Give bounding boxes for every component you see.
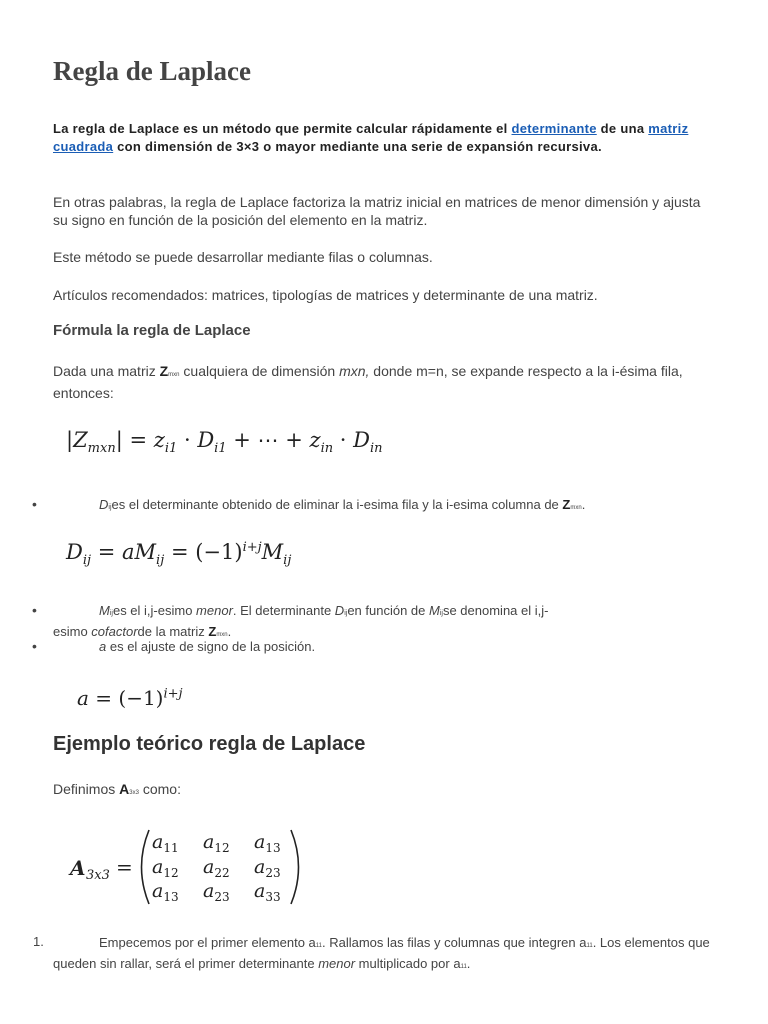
b2-d: D bbox=[334, 603, 345, 618]
cell-a32: $a_{23}$ bbox=[203, 880, 230, 904]
cell-a31: $a_{13}$ bbox=[152, 880, 179, 904]
matrix-z-symbol: Z bbox=[159, 363, 169, 379]
cofactor-formula: $D_{ij} = aM_{ij} = (-1)^{i+j}M_{ij}$ bbox=[66, 540, 292, 569]
formula-intro bbox=[53, 362, 713, 402]
cell-a12: $a_{12}$ bbox=[203, 831, 230, 855]
b2-msub: ij bbox=[109, 610, 113, 617]
b2-m2: M bbox=[429, 603, 440, 618]
bullet-3-text bbox=[53, 638, 713, 656]
step-1-text bbox=[53, 934, 713, 976]
s1-end: . bbox=[466, 956, 471, 971]
formula-intro-c: donde m=n, se expande respecto a la i-ésima fila, entonces: bbox=[53, 363, 683, 401]
matrix-a-3x3 bbox=[66, 826, 306, 908]
bullet-1-text bbox=[53, 496, 713, 517]
define-sub: 3x3 bbox=[129, 790, 139, 796]
b2-cofactor: cofactor bbox=[91, 624, 138, 639]
b2-t1: es el i,j-esimo bbox=[112, 603, 197, 618]
bullet-3: • bbox=[32, 638, 37, 654]
b2-t6: de la matriz bbox=[137, 624, 209, 639]
matrix-right-paren bbox=[291, 830, 299, 904]
b2-end: . bbox=[227, 624, 232, 639]
mxn-text: mxn, bbox=[339, 363, 370, 379]
page-title: Regla de Laplace bbox=[53, 56, 251, 86]
s1-s1: 11 bbox=[315, 943, 322, 949]
intro-text-3: con dimensión de 3×3 o mayor mediante una serie de expansión recursiva. bbox=[113, 139, 602, 154]
b2-menor: menor bbox=[196, 603, 233, 618]
s1-menor: menor bbox=[318, 956, 356, 971]
cell-a21: $a_{12}$ bbox=[152, 856, 179, 880]
cell-a22: $a_{22}$ bbox=[203, 856, 230, 880]
b1-zsub: mxn bbox=[570, 505, 582, 511]
laplace-formula: $|Z_{mxn}| = z_{i1} \cdot D_{i1}$ + ⋯ + $z_{in} \cdot D_{in}$ bbox=[66, 428, 383, 457]
determinante-link[interactable]: determinante bbox=[511, 121, 597, 136]
b2-m2sub: ij bbox=[439, 610, 443, 617]
b2-z: Z bbox=[208, 624, 217, 639]
s1-t2: . Rallamos las filas y columnas que integren a bbox=[322, 935, 587, 950]
b1-text: es el determinante obtenido de eliminar la i-esima fila y la i-esima columna de bbox=[111, 497, 563, 512]
matrix-lhs-sub: 3x3 bbox=[86, 868, 110, 883]
s1-t1: Empecemos por el primer elemento a bbox=[99, 935, 316, 950]
example-heading: Ejemplo teórico regla de Laplace bbox=[53, 733, 366, 755]
bullet-1: • bbox=[32, 496, 37, 512]
cell-a33: $a_{33}$ bbox=[254, 880, 281, 904]
bullet-2: • bbox=[32, 602, 37, 618]
intro-paragraph bbox=[53, 120, 713, 156]
intro-text-2: de una bbox=[596, 121, 649, 136]
b1-end: . bbox=[581, 497, 586, 512]
matrix-lhs-A: A bbox=[70, 856, 86, 880]
b2-m: M bbox=[99, 603, 110, 618]
define-a: Definimos bbox=[53, 781, 120, 797]
s1-t4: multiplicado por a bbox=[355, 956, 461, 971]
matriz-cuadrada-link[interactable]: matriz cuadrada bbox=[53, 121, 689, 154]
paragraph-filas-columnas: Este método se puede desarrollar mediante filas o columnas. bbox=[53, 249, 433, 265]
s1-s3: 11 bbox=[460, 964, 467, 970]
s1-s2: 11 bbox=[586, 943, 593, 949]
b2-t5: esimo bbox=[53, 624, 92, 639]
formula-intro-a: Dada una matriz bbox=[53, 363, 160, 379]
s1-t3: . Los elementos que queden sin rallar, será el primer determinante bbox=[53, 935, 710, 971]
sign-formula: $a = (-1)^{i+j}$ bbox=[77, 686, 183, 710]
b2-zsub: mxn bbox=[216, 632, 228, 638]
cell-a23: $a_{23}$ bbox=[254, 856, 281, 880]
define-A: A bbox=[119, 781, 130, 797]
step-1-number: 1. bbox=[33, 934, 44, 949]
b3-a: a bbox=[99, 639, 107, 654]
b1-z: Z bbox=[562, 497, 571, 512]
define-b: como: bbox=[138, 781, 181, 797]
cell-a11: $a_{11}$ bbox=[152, 831, 179, 855]
define-line bbox=[53, 780, 713, 802]
b3-text: es el ajuste de signo de la posición. bbox=[106, 639, 316, 654]
matrix-z-subscript: mxn bbox=[168, 372, 180, 378]
b2-dsub: ij bbox=[344, 610, 348, 617]
b2-t4: se denomina el i,j- bbox=[442, 603, 549, 618]
cell-a13: $a_{13}$ bbox=[254, 831, 281, 855]
paragraph-otras-palabras: En otras palabras, la regla de Laplace factoriza la matriz inicial en matrices de menor dimensión y ajusta su signo en función de la posición del elemento en la matriz. bbox=[53, 194, 701, 228]
b2-t3: en función de bbox=[347, 603, 429, 618]
paragraph-recomendados: Artículos recomendados: matrices, tipologías de matrices y determinante de una matriz. bbox=[53, 287, 598, 303]
b1-dsub: ij bbox=[108, 504, 112, 511]
matrix-equals: = bbox=[116, 855, 133, 879]
intro-text-1: La regla de Laplace es un método que permite calcular rápidamente el bbox=[53, 121, 512, 136]
b1-d: D bbox=[99, 497, 109, 512]
formula-heading: Fórmula la regla de Laplace bbox=[53, 322, 251, 339]
b2-t2: . El determinante bbox=[232, 603, 335, 618]
matrix-left-paren bbox=[142, 830, 150, 904]
formula-intro-b: cualquiera de dimensión bbox=[179, 363, 340, 379]
